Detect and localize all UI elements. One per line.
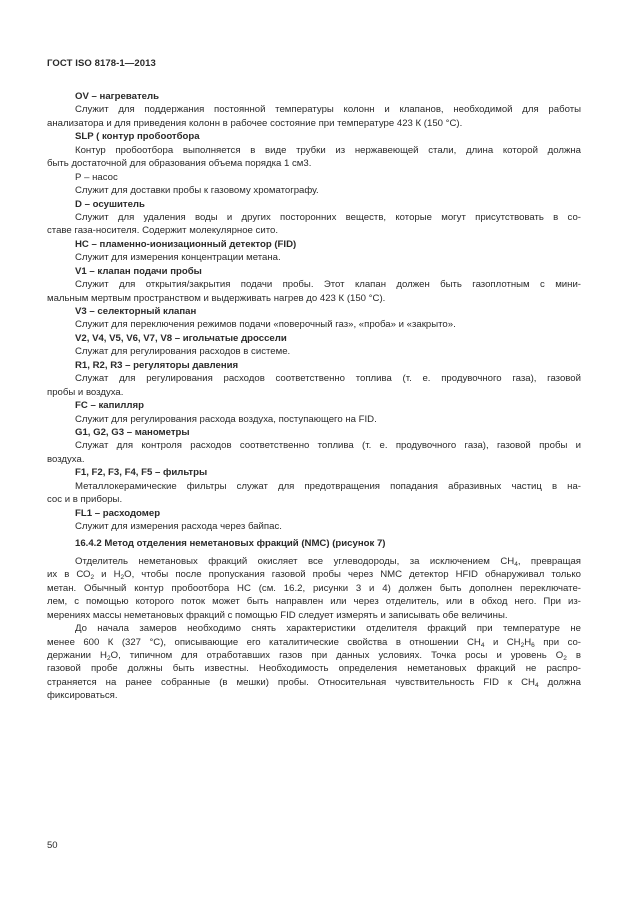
- component-description: Служит для доставки пробы к газовому хроматографу.: [75, 185, 319, 197]
- component-description: Служат для регулирования расходов в системе.: [75, 346, 291, 358]
- component-term: D – осушитель: [75, 198, 145, 210]
- component-description: Служат для контроля расходов соответственно топлива (т. е. продувочного газа), газовой пробы и: [75, 440, 581, 452]
- component-description: Служит для удаления воды и других посторонних веществ, которые могут присутствовать в со-: [75, 211, 581, 223]
- component-term: SLP ( контур пробоотбора: [75, 131, 200, 143]
- component-description: Служит для переключения режимов подачи «поверочный газ», «проба» и «закрыто».: [75, 319, 456, 331]
- component-description: анализатора и для приведения колонн в рабочее состояние при температуре 423 К (150 °С).: [47, 117, 463, 129]
- component-term: V1 – клапан подачи пробы: [75, 265, 202, 277]
- component-description: Контур пробоотбора выполняется в виде трубки из нержавеющей стали, длина которой должна: [75, 144, 581, 156]
- component-term: FC – капилляр: [75, 400, 144, 412]
- component-description: мальным мертвым пространством и выдерживать нагрев до 423 К (150 °С).: [47, 292, 386, 304]
- component-description: пробы и воздуха.: [47, 386, 124, 398]
- component-description: Металлокерамические фильтры служат для предотвращения попадания абразивных частиц в на-: [75, 480, 581, 492]
- page-body: [47, 90, 581, 703]
- paragraph-line: держании $Н_2О$, типичном для отработавших газов при данных условиях. Точка росы и уровень $О_2$ в: [47, 649, 581, 662]
- component-description: ставе газа-носителя. Содержит молекулярное сито.: [47, 225, 278, 237]
- component-term: V2, V4, V5, V6, V7, V8 – игольчатые дроссели: [75, 332, 287, 344]
- paragraph-nmc-calibration: [47, 622, 581, 703]
- paragraph-line: лем, с помощью которого поток может быть направлен или через отделитель, или в обход него. При из-: [47, 596, 581, 608]
- paragraph-line: метан. Обычный контур пробоотбора НС (см. 16.2, рисунки 3 и 4) должен быть дополнен переключате-: [47, 582, 581, 594]
- component-description: быть достаточной для образования объема порядка 1 см3.: [47, 158, 312, 170]
- paragraph-line: менее 600 К (327 °С), описывающие его каталитические свойства в отношении $СН_4$ и $СН_2Н_6$ при со-: [47, 636, 582, 649]
- component-description: сос и в приборы.: [47, 494, 123, 506]
- component-term: НС – пламенно-ионизационный детектор (FID): [75, 238, 297, 250]
- component-list: [47, 90, 581, 533]
- component-term: OV – нагреватель: [75, 91, 159, 102]
- paragraph-line: газовой пробе должны быть известны. Необходимость определения неметановых фракций не распро-: [47, 663, 581, 675]
- section-heading: 16.4.2 Метод отделения неметановых фракций (NMC) (рисунок 7): [75, 538, 386, 550]
- component-description: Служит для измерения расхода через байпас.: [75, 521, 282, 532]
- page-number: 50: [47, 840, 58, 851]
- component-description: Служит для регулирования расхода воздуха, поступающего на FID.: [75, 413, 377, 425]
- component-term: FL1 – расходомер: [75, 507, 161, 519]
- paragraph-line: До начала замеров необходимо снять характеристики отделителя фракций при температуре не: [75, 623, 581, 635]
- paragraph-line: фиксироваться.: [47, 690, 118, 702]
- component-description: Служит для открытия/закрытия подачи пробы. Этот клапан должен быть газоплотным с мини-: [75, 279, 581, 291]
- component-description: воздуха.: [47, 453, 85, 465]
- component-description: Служат для регулирования расходов соответственно топлива (т. е. продувочного газа), газовой: [75, 373, 581, 385]
- component-term: Р – насос: [75, 171, 118, 183]
- component-description: Служит для измерения концентрации метана.: [75, 252, 281, 264]
- component-term: R1, R2, R3 – регуляторы давления: [75, 359, 239, 371]
- component-term: F1, F2, F3, F4, F5 – фильтры: [75, 467, 208, 479]
- component-description: Служит для поддержания постоянной температуры колонн и клапанов, необходимой для работы: [75, 104, 581, 116]
- component-term: G1, G2, G3 – манометры: [75, 426, 190, 438]
- paragraph-line: их в $СО_2$ и $Н_2О$, чтобы после пропускания газовой пробы через NMC детектор HFID обнаруживал только: [47, 569, 582, 582]
- paragraph-nmc-method: [47, 555, 581, 622]
- paragraph-line: страняется на ранее собранные (в мешки) пробы. Относительная чувствительность FID к $СН_4$ должна: [47, 676, 581, 689]
- paragraph-line: Отделитель неметановых фракций окисляет все углеводороды, за исключением $СН_4$, превращая: [75, 555, 581, 568]
- component-term: V3 – селекторный клапан: [75, 306, 197, 317]
- paragraph-line: мерениях массы неметановых фракций с помощью FID следует измерять и записывать обе величины.: [47, 609, 508, 621]
- document-header: ГОСТ ISO 8178-1—2013: [47, 58, 156, 69]
